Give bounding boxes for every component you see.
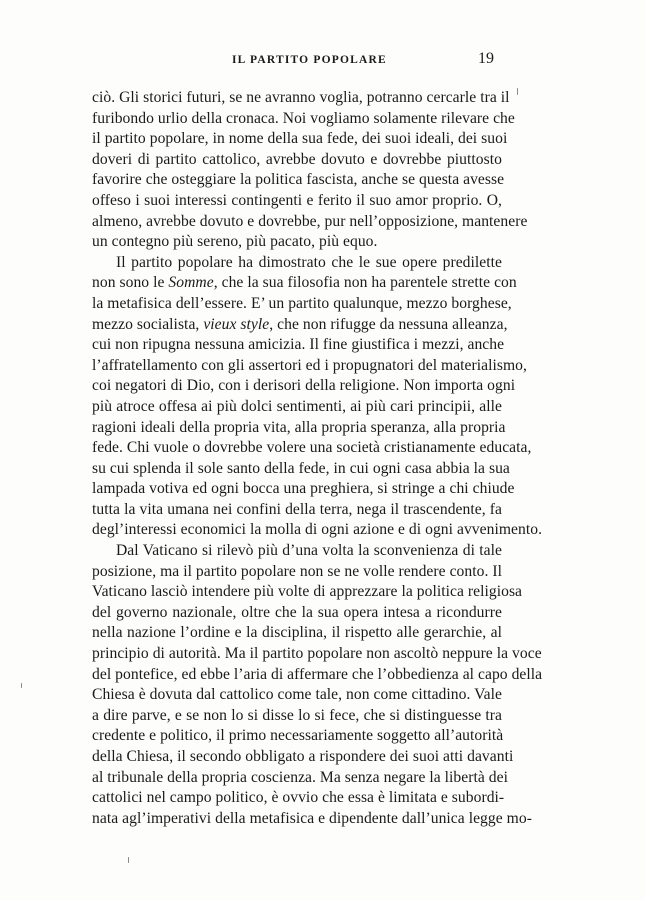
text-line: la metafisica dell’essere. E’ un partito qualunque, mezzo borghese,: [92, 294, 512, 312]
paper-speck: [128, 857, 129, 863]
text-line: su cui splenda il sole santo della fede, in cui ogni casa abbia la sua: [92, 459, 510, 477]
italic-term: Somme: [168, 274, 214, 292]
paragraph-1: [92, 88, 528, 253]
text-line: più atroce offesa ai più dolci sentimenti, ai più cari principii, alle: [92, 397, 502, 415]
text-line: tutta la vita umana nei confini della terra, nega il trascendente, fa: [92, 500, 502, 518]
text-line: lampada votiva ed ogni bocca una preghiera, si stringe a chi chiude: [92, 480, 515, 498]
text-line: Chiesa è dovuta dal cattolico come tale, non come cittadino. Vale: [92, 686, 502, 704]
text-line: Vaticano lasciò intendere più volte di apprezzare la politica religiosa: [92, 583, 523, 601]
text-line: nata agl’imperativi della metafisica e dipendente dall’unica legge mo-: [92, 809, 532, 827]
text-line: credente e politico, il primo necessariamente soggetto all’autorità: [92, 727, 504, 745]
text-line: ragioni ideali della propria vita, alla propria speranza, alla propria: [92, 418, 506, 436]
text-line: offeso i suoi interessi contingenti e ferito il suo amor proprio. O,: [92, 191, 502, 209]
paper-speck: [21, 683, 22, 688]
text-line: almeno, avrebbe dovuto e dovrebbe, pur nell’opposizione, mantenere: [92, 212, 528, 230]
text-line: nella nazione l’ordine e la disciplina, il rispetto alle gerarchie, al: [92, 624, 502, 642]
body-text: [92, 88, 543, 829]
text-line: a dire parve, e se non lo si disse lo si fece, che si distinguesse tra: [92, 706, 502, 724]
text-line: del governo nazionale, oltre che la sua opera intesa a ricondurre: [92, 603, 502, 621]
text-line: coi negatori di Dio, con i derisori della religione. Non importa ogni: [92, 377, 516, 395]
text-line: Dal Vaticano si rilevò più d’una volta la sconvenienza di tale: [116, 542, 502, 560]
text-line: non sono le Somme, che la sua filosofia non ha parentele strette con: [92, 274, 517, 292]
paper-speck: [517, 88, 518, 95]
text-line: un contegno più sereno, più pacato, più equo.: [92, 233, 378, 251]
text-line: cui non ripugna nessuna amicizia. Il fine giustifica i mezzi, anche: [92, 336, 505, 354]
text-line: della Chiesa, il secondo obbligato a rispondere dei suoi atti davanti: [92, 748, 514, 765]
text-line: posizione, ma il partito popolare non se ne volle rendere conto. Il: [92, 562, 502, 580]
running-title: IL PARTITO POPOLARE: [232, 54, 387, 66]
paragraph-2: [92, 253, 543, 541]
italic-term: vieux style: [203, 315, 270, 333]
text-line: l’affratellamento con gli assertori ed i propugnatori del materialismo,: [92, 356, 527, 374]
text-line: del pontefice, ed ebbe l’aria di affermare che l’obbedienza al capo della: [92, 665, 543, 683]
text-line: fede. Chi vuole o dovrebbe volere una società cristianamente educata,: [92, 439, 532, 457]
text-line: cattolici nel campo politico, è ovvio che essa è limitata e subordi-: [92, 789, 505, 807]
text-line: principio di autorità. Ma il partito popolare non ascoltò neppure la voce: [92, 645, 542, 663]
text-line: degl’interessi economici la molla di ogni azione e di ogni avvenimento.: [92, 521, 543, 539]
text-line: il partito popolare, in nome della sua fede, dei suoi ideali, dei suoi: [92, 130, 508, 148]
text-line: mezzo socialista, vieux style, che non rifugge da nessuna alleanza,: [92, 315, 508, 333]
text-line: doveri di partito cattolico, avrebbe dovuto e dovrebbe piuttosto: [92, 150, 502, 168]
page-number: 19: [478, 50, 494, 67]
text-line: favorire che osteggiare la politica fascista, anche se questa avesse: [92, 171, 505, 189]
text-line: al tribunale della propria coscienza. Ma senza negare la libertà dei: [92, 768, 508, 786]
text-line: furibondo urlio della cronaca. Noi vogliamo solamente rilevare che: [92, 109, 515, 127]
text-line: ciò. Gli storici futuri, se ne avranno voglia, potranno cercarle tra il: [92, 89, 510, 106]
paragraph-3: [92, 541, 543, 829]
text-line: Il partito popolare ha dimostrato che le sue opere predilette: [116, 253, 502, 271]
